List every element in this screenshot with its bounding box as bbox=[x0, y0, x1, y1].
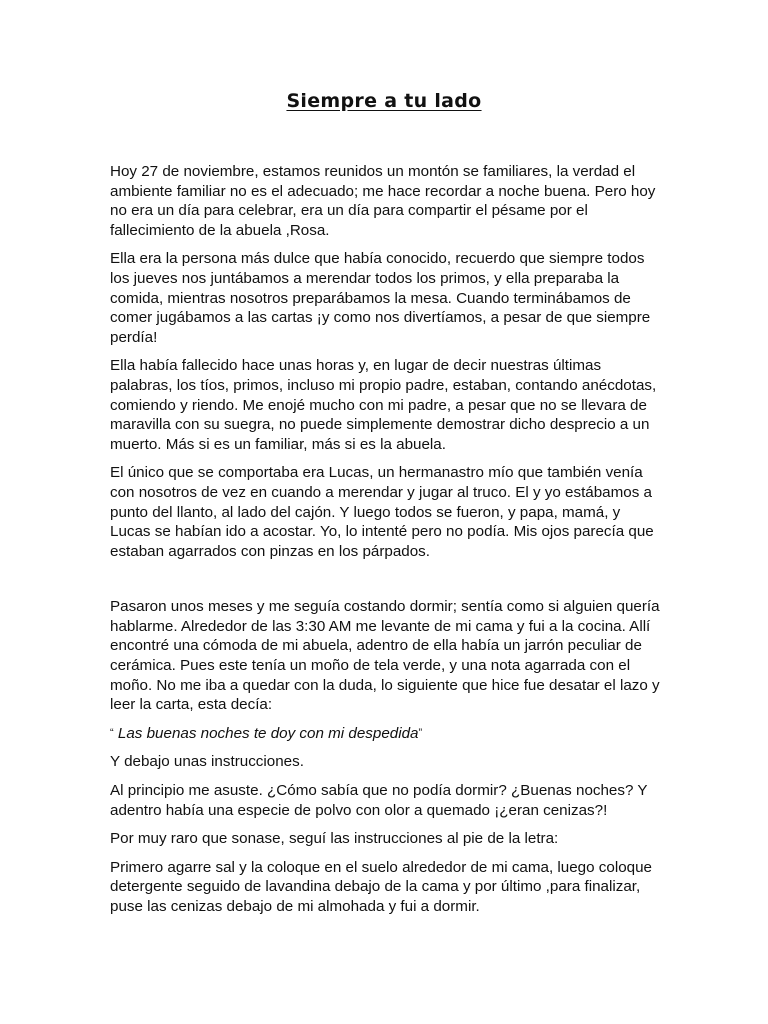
paragraph-8: Por muy raro que sonase, seguí las instrucciones al pie de la letra: bbox=[110, 830, 559, 848]
document-body bbox=[110, 162, 662, 926]
quote-close-mark: ” bbox=[418, 726, 423, 739]
paragraph-2: Ella era la persona más dulce que había conocido, recuerdo que siempre todos los jueves nos juntábamos a merendar todos los primos, y ella preparaba la comida, mientras nosotros preparábamos la mesa. Cuando terminábamos de comer jugábamos a las cartas ¡y como nos divertíamos, a pesar de que siempre perdía! bbox=[110, 250, 651, 346]
paragraph-4: El único que se comportaba era Lucas, un hermanastro mío que también venía con nosotros de vez en cuando a merendar y jugar al truco. El y yo estábamos a punto del llanto, al lado del cajón. Y luego todos se fueron, y papa, mamá, y Lucas se habían ido a acostar. Yo, lo intenté pero no podía. Mis ojos parecía que estaban agarrados con pinzas en los párpados. bbox=[110, 464, 654, 560]
paragraph-3: Ella había fallecido hace unas horas y, en lugar de decir nuestras últimas palabras, los tíos, primos, incluso mi propio padre, estaban, contando anécdotas, comiendo y riendo. Me enojé mucho con mi padre, a pesar que no se llevara de maravilla con su suegra, no puede simplemente demostrar dicho desprecio a un muerto. Más si es un familiar, más si es la abuela. bbox=[110, 357, 657, 453]
document-title: Siempre a tu lado bbox=[286, 90, 482, 112]
paragraph-7: Al principio me asuste. ¿Cómo sabía que no podía dormir? ¿Buenas noches? Y adentro había una especie de polvo con olor a quemado ¡¿eran cenizas?! bbox=[110, 782, 648, 819]
paragraph-6: Y debajo unas instrucciones. bbox=[110, 753, 304, 771]
quote-open-mark: “ bbox=[110, 726, 114, 739]
quote-text: Las buenas noches te doy con mi despedida bbox=[113, 724, 419, 742]
quote-line bbox=[110, 724, 662, 744]
paragraph-5: Pasaron unos meses y me seguía costando dormir; sentía como si alguien quería hablarme. Alrededor de las 3:30 AM me levante de mi cama y fui a la cocina. Allí encontré una cómoda de mi abuela, adentro de ella había un jarrón peculiar de cerámica. Pues este tenía un moño de tela verde, y una nota agarrada con el moño. No me iba a quedar con la duda, lo siguiente que hice fue desatar el lazo y leer la carta, esta decía: bbox=[110, 598, 660, 714]
paragraph-9: Primero agarre sal y la coloque en el suelo alrededor de mi cama, luego coloque detergente seguido de lavandina debajo de la cama y por último ,para finalizar, puse las cenizas debajo de mi almohada y fui a dormir. bbox=[110, 858, 652, 915]
paragraph-1: Hoy 27 de noviembre, estamos reunidos un montón se familiares, la verdad el ambiente familiar no es el adecuado; me hace recordar a noche buena. Pero hoy no era un día para celebrar, era un día para compartir el pésame por el fallecimiento de la abuela ,Rosa. bbox=[110, 163, 656, 239]
